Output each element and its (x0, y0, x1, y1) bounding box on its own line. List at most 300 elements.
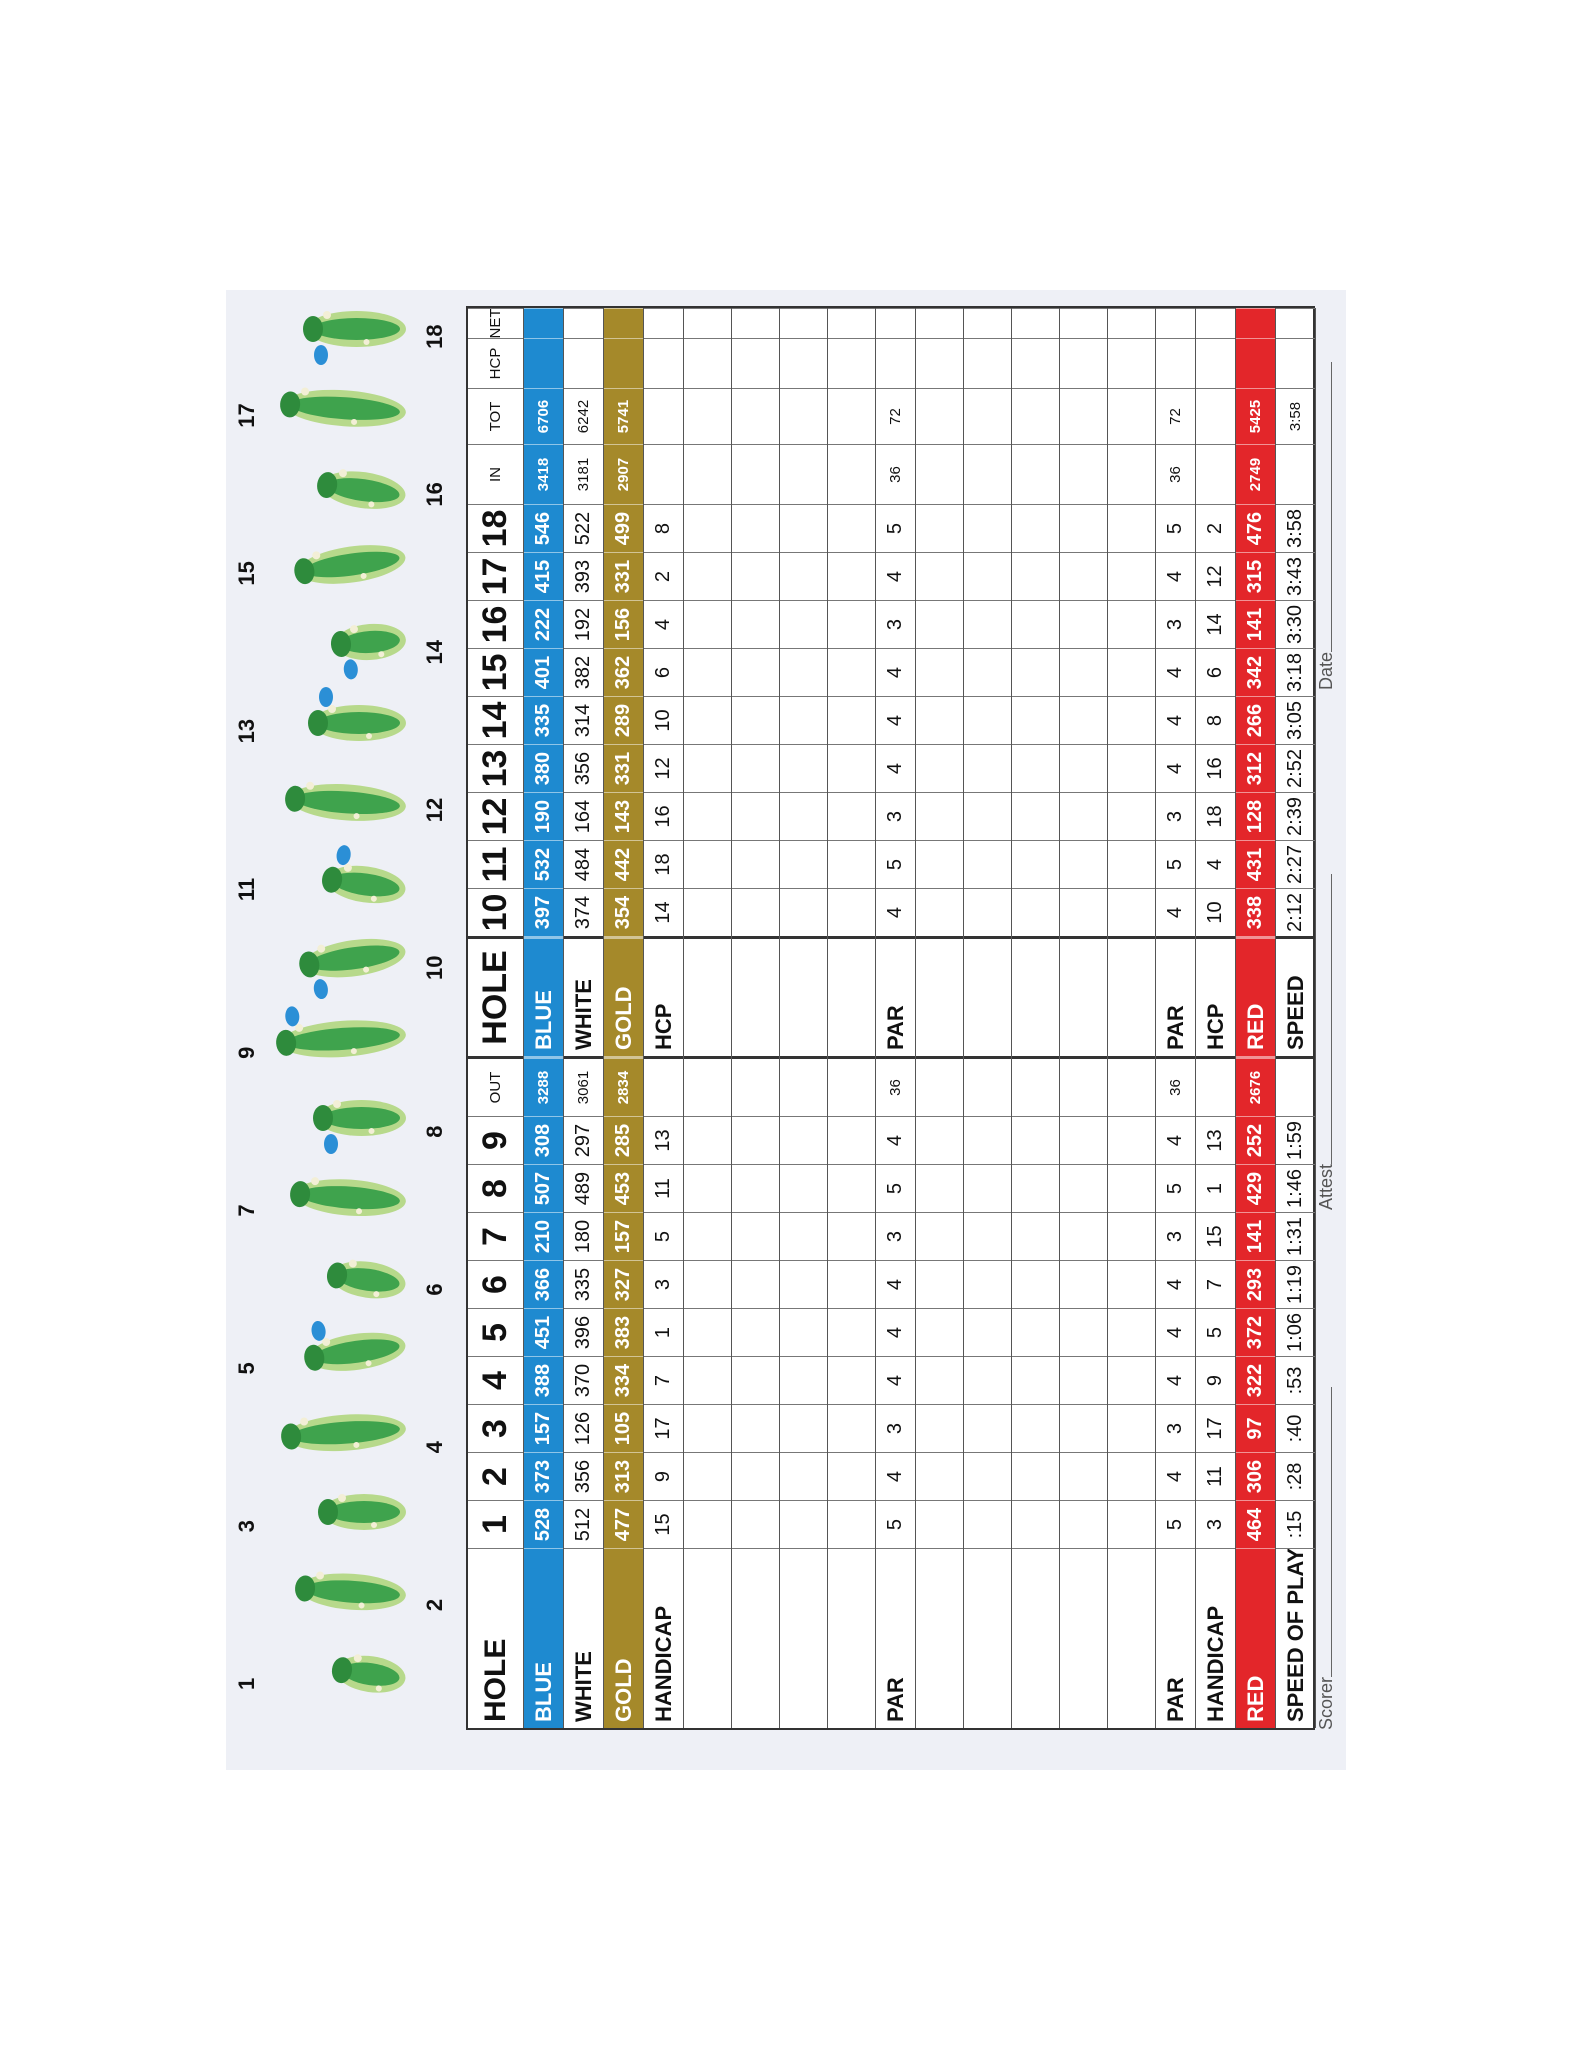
score-input[interactable] (684, 1212, 731, 1260)
score-input[interactable] (732, 1356, 779, 1404)
score-input[interactable] (964, 696, 1011, 744)
hcp-input[interactable] (1276, 338, 1315, 388)
speed-value: 3:05 (1276, 696, 1315, 744)
score-input[interactable] (1012, 504, 1059, 552)
hcp-input[interactable] (1196, 338, 1235, 388)
gold-value: 334 (604, 1356, 643, 1404)
score-input[interactable] (828, 648, 875, 696)
score-input[interactable] (828, 308, 875, 338)
score-input[interactable] (964, 1356, 1011, 1404)
score-input[interactable] (780, 1308, 827, 1356)
score-input[interactable] (964, 936, 1011, 1056)
score-input[interactable] (780, 504, 827, 552)
score-input[interactable] (828, 1116, 875, 1164)
score-input[interactable] (684, 792, 731, 840)
speed-value: 1:06 (1276, 1308, 1315, 1356)
score-input[interactable] (780, 600, 827, 648)
score-input[interactable] (684, 1356, 731, 1404)
score-input[interactable] (1060, 648, 1107, 696)
score-input[interactable] (964, 1056, 1011, 1116)
score-input[interactable] (828, 696, 875, 744)
score-input[interactable] (916, 600, 963, 648)
score-input[interactable] (684, 1404, 731, 1452)
score-input[interactable] (684, 840, 731, 888)
score-input[interactable] (964, 552, 1011, 600)
score-input[interactable] (1108, 388, 1155, 444)
score-input[interactable] (828, 744, 875, 792)
score-input[interactable] (1060, 1260, 1107, 1308)
red-value: 293 (1236, 1260, 1275, 1308)
score-input[interactable] (964, 1500, 1011, 1548)
score-input[interactable] (732, 1404, 779, 1452)
score-input[interactable] (780, 1260, 827, 1308)
score-input[interactable] (1108, 1056, 1155, 1116)
score-input[interactable] (1060, 888, 1107, 936)
score-input[interactable] (732, 444, 779, 504)
score-input[interactable] (684, 696, 731, 744)
row-label: HANDICAP (644, 1548, 683, 1728)
score-input[interactable] (916, 1116, 963, 1164)
score-input[interactable] (1012, 1404, 1059, 1452)
score-input[interactable] (1012, 744, 1059, 792)
score-input[interactable] (1012, 1056, 1059, 1116)
score-input[interactable] (1060, 936, 1107, 1056)
score-input[interactable] (1060, 1116, 1107, 1164)
score-input[interactable] (780, 888, 827, 936)
score-input[interactable] (1012, 936, 1059, 1056)
score-input[interactable] (828, 388, 875, 444)
score-input[interactable] (1012, 388, 1059, 444)
score-input[interactable] (1060, 1452, 1107, 1500)
score-input[interactable] (828, 840, 875, 888)
score-input[interactable] (1012, 1212, 1059, 1260)
grand-total: 5741 (604, 388, 643, 444)
hole-header: HOLE (468, 1548, 523, 1728)
score-input[interactable] (1012, 840, 1059, 888)
hole-diagram-number: 9 (234, 1046, 259, 1059)
score-input[interactable] (916, 444, 963, 504)
score-input[interactable] (684, 338, 731, 388)
score-input[interactable] (1108, 1260, 1155, 1308)
scorer-signature[interactable] (1316, 1387, 1337, 1730)
score-input[interactable] (916, 1260, 963, 1308)
score-input[interactable] (1108, 338, 1155, 388)
player-name-input[interactable] (684, 1548, 731, 1728)
hole-number: 6 (468, 1260, 523, 1308)
score-input[interactable] (964, 338, 1011, 388)
score-input[interactable] (780, 1404, 827, 1452)
score-input[interactable] (1060, 1212, 1107, 1260)
net-input[interactable] (524, 308, 563, 338)
handicap-value: 15 (644, 1500, 683, 1548)
hole-diagram-number: 2 (422, 1598, 447, 1612)
score-input[interactable] (964, 1164, 1011, 1212)
score-input[interactable] (964, 888, 1011, 936)
score-input[interactable] (684, 1116, 731, 1164)
red-value: 266 (1236, 696, 1275, 744)
score-input[interactable] (684, 600, 731, 648)
score-input[interactable] (1060, 1056, 1107, 1116)
score-input[interactable] (1012, 308, 1059, 338)
net-input[interactable] (644, 308, 683, 338)
score-input[interactable] (1108, 936, 1155, 1056)
score-input[interactable] (732, 1308, 779, 1356)
player-name-input[interactable] (916, 1548, 963, 1728)
score-input[interactable] (1108, 444, 1155, 504)
score-input[interactable] (916, 552, 963, 600)
score-input[interactable] (732, 744, 779, 792)
score-input[interactable] (1108, 744, 1155, 792)
hole-diagram-number: 17 (234, 403, 259, 428)
score-input[interactable] (964, 600, 1011, 648)
player-name-input[interactable] (732, 1548, 779, 1728)
score-input[interactable] (916, 1308, 963, 1356)
net-input[interactable] (1196, 308, 1235, 338)
score-input[interactable] (780, 792, 827, 840)
score-input[interactable] (1108, 1452, 1155, 1500)
player-name-input[interactable] (1108, 1548, 1155, 1728)
score-input[interactable] (1012, 1260, 1059, 1308)
score-input[interactable] (1012, 648, 1059, 696)
score-input[interactable] (1060, 1164, 1107, 1212)
score-input[interactable] (1060, 600, 1107, 648)
net-input[interactable] (1276, 308, 1315, 338)
score-input[interactable] (684, 1452, 731, 1500)
score-input[interactable] (732, 1164, 779, 1212)
score-input[interactable] (964, 792, 1011, 840)
score-input[interactable] (828, 936, 875, 1056)
score-input[interactable] (1012, 1116, 1059, 1164)
score-input[interactable] (732, 1452, 779, 1500)
handicap-value: 16 (644, 792, 683, 840)
score-input[interactable] (916, 936, 963, 1056)
score-input[interactable] (964, 444, 1011, 504)
score-input[interactable] (916, 888, 963, 936)
score-input[interactable] (1108, 1356, 1155, 1404)
score-input[interactable] (916, 1452, 963, 1500)
score-input[interactable] (828, 1404, 875, 1452)
net-input[interactable] (564, 308, 603, 338)
score-input[interactable] (916, 308, 963, 338)
score-input[interactable] (964, 1308, 1011, 1356)
score-input[interactable] (684, 1056, 731, 1116)
speed-value: 1:31 (1276, 1212, 1315, 1260)
net-input[interactable] (1156, 308, 1195, 338)
score-input[interactable] (780, 1164, 827, 1212)
score-input[interactable] (780, 1116, 827, 1164)
net-input[interactable] (1236, 308, 1275, 338)
player-name-input[interactable] (964, 1548, 1011, 1728)
in-total: 3418 (524, 444, 563, 504)
score-input[interactable] (684, 1500, 731, 1548)
score-input[interactable] (1108, 888, 1155, 936)
score-input[interactable] (828, 888, 875, 936)
red-value: 429 (1236, 1164, 1275, 1212)
score-input[interactable] (828, 600, 875, 648)
score-input[interactable] (1060, 1356, 1107, 1404)
score-input[interactable] (828, 1308, 875, 1356)
hole-diagram-number: 8 (422, 1125, 447, 1138)
white-value: 356 (564, 1452, 603, 1500)
score-input[interactable] (684, 388, 731, 444)
out-total[interactable] (1276, 1056, 1315, 1116)
score-input[interactable] (1108, 552, 1155, 600)
score-input[interactable] (780, 1212, 827, 1260)
score-input[interactable] (732, 388, 779, 444)
score-input[interactable] (732, 552, 779, 600)
blue-value: 373 (524, 1452, 563, 1500)
score-input[interactable] (732, 936, 779, 1056)
in-total: 36 (876, 444, 915, 504)
score-input[interactable] (916, 1500, 963, 1548)
score-input[interactable] (780, 388, 827, 444)
score-input[interactable] (732, 648, 779, 696)
score-input[interactable] (780, 696, 827, 744)
hcp-input[interactable] (1236, 338, 1275, 388)
hcp-input[interactable] (604, 338, 643, 388)
score-input[interactable] (964, 648, 1011, 696)
hole-number: 1 (468, 1500, 523, 1548)
score-input[interactable] (1108, 1116, 1155, 1164)
hole-number: 16 (468, 600, 523, 648)
score-input[interactable] (1060, 388, 1107, 444)
player-name-input[interactable] (1012, 1548, 1059, 1728)
score-input[interactable] (780, 552, 827, 600)
score-input[interactable] (780, 840, 827, 888)
score-input[interactable] (1060, 338, 1107, 388)
score-input[interactable] (684, 1308, 731, 1356)
score-input[interactable] (732, 888, 779, 936)
score-input[interactable] (732, 1116, 779, 1164)
score-input[interactable] (964, 840, 1011, 888)
score-input[interactable] (684, 504, 731, 552)
back-row-label: PAR (1156, 936, 1195, 1056)
score-input[interactable] (916, 1164, 963, 1212)
score-input[interactable] (964, 504, 1011, 552)
score-input[interactable] (780, 1056, 827, 1116)
score-input[interactable] (732, 308, 779, 338)
attest-signature[interactable] (1316, 874, 1337, 1210)
score-input[interactable] (684, 1260, 731, 1308)
score-input[interactable] (732, 504, 779, 552)
hole-number: 12 (468, 792, 523, 840)
score-input[interactable] (732, 792, 779, 840)
score-input[interactable] (916, 504, 963, 552)
in-total: 2749 (1236, 444, 1275, 504)
score-input[interactable] (732, 600, 779, 648)
score-input[interactable] (916, 1212, 963, 1260)
hcp-input[interactable] (1156, 338, 1195, 388)
table-row-red (1236, 308, 1276, 1728)
score-input[interactable] (684, 744, 731, 792)
par2-value: 3 (1156, 600, 1195, 648)
score-input[interactable] (916, 1404, 963, 1452)
score-input[interactable] (828, 1356, 875, 1404)
score-input[interactable] (828, 1260, 875, 1308)
handicap-value: 5 (644, 1212, 683, 1260)
hcp-input[interactable] (876, 338, 915, 388)
score-input[interactable] (1108, 600, 1155, 648)
score-input[interactable] (828, 792, 875, 840)
in-total[interactable] (1276, 444, 1315, 504)
score-input[interactable] (1108, 504, 1155, 552)
score-input[interactable] (780, 1500, 827, 1548)
score-input[interactable] (1108, 308, 1155, 338)
score-input[interactable] (1060, 1404, 1107, 1452)
score-input[interactable] (1108, 696, 1155, 744)
score-input[interactable] (732, 1212, 779, 1260)
white-value: 356 (564, 744, 603, 792)
out-total[interactable] (1196, 1056, 1235, 1116)
score-input[interactable] (828, 1500, 875, 1548)
score-input[interactable] (964, 1260, 1011, 1308)
score-input[interactable] (828, 1164, 875, 1212)
score-input[interactable] (1060, 552, 1107, 600)
score-input[interactable] (780, 1452, 827, 1500)
score-input[interactable] (828, 444, 875, 504)
score-input[interactable] (916, 1056, 963, 1116)
score-input[interactable] (732, 1056, 779, 1116)
score-input[interactable] (684, 648, 731, 696)
score-input[interactable] (684, 308, 731, 338)
in-total[interactable] (1196, 444, 1235, 504)
score-input[interactable] (916, 338, 963, 388)
hole-number: 2 (468, 1452, 523, 1500)
score-input[interactable] (1012, 1452, 1059, 1500)
score-input[interactable] (1012, 888, 1059, 936)
score-input[interactable] (828, 1452, 875, 1500)
hole-number: 4 (468, 1356, 523, 1404)
score-input[interactable] (732, 840, 779, 888)
grand-total[interactable] (1196, 388, 1235, 444)
score-input[interactable] (1012, 1500, 1059, 1548)
score-input[interactable] (780, 936, 827, 1056)
player-name-input[interactable] (1060, 1548, 1107, 1728)
score-input[interactable] (1060, 1500, 1107, 1548)
score-input[interactable] (964, 1452, 1011, 1500)
score-input[interactable] (732, 696, 779, 744)
score-input[interactable] (1060, 1308, 1107, 1356)
hcp-input[interactable] (564, 338, 603, 388)
score-input[interactable] (828, 338, 875, 388)
score-input[interactable] (1060, 444, 1107, 504)
tot-header: TOT (468, 388, 523, 444)
score-input[interactable] (1060, 744, 1107, 792)
player-name-input[interactable] (828, 1548, 875, 1728)
score-input[interactable] (732, 338, 779, 388)
score-input[interactable] (1060, 504, 1107, 552)
blue-value: 528 (524, 1500, 563, 1548)
score-input[interactable] (684, 1164, 731, 1212)
score-input[interactable] (1108, 840, 1155, 888)
score-input[interactable] (732, 1500, 779, 1548)
score-input[interactable] (1108, 1404, 1155, 1452)
white-value: 484 (564, 840, 603, 888)
score-input[interactable] (780, 444, 827, 504)
hole-diagram-18 (266, 259, 416, 399)
score-input[interactable] (1108, 1308, 1155, 1356)
score-input[interactable] (828, 1212, 875, 1260)
score-input[interactable] (780, 1356, 827, 1404)
score-input[interactable] (916, 648, 963, 696)
score-input[interactable] (684, 888, 731, 936)
score-input[interactable] (964, 1212, 1011, 1260)
score-input[interactable] (780, 744, 827, 792)
score-input[interactable] (964, 1404, 1011, 1452)
score-input[interactable] (916, 744, 963, 792)
score-input[interactable] (1012, 1164, 1059, 1212)
speed-value: 3:18 (1276, 648, 1315, 696)
score-input[interactable] (780, 648, 827, 696)
out-total[interactable] (644, 1056, 683, 1116)
score-input[interactable] (916, 840, 963, 888)
hcp-input[interactable] (644, 338, 683, 388)
white-value: 396 (564, 1308, 603, 1356)
score-input[interactable] (1012, 444, 1059, 504)
par2-value: 4 (1156, 1116, 1195, 1164)
back-row-label: HCP (1196, 936, 1235, 1056)
score-input[interactable] (1108, 792, 1155, 840)
net-input[interactable] (876, 308, 915, 338)
score-input[interactable] (964, 1116, 1011, 1164)
score-input[interactable] (1108, 1500, 1155, 1548)
score-input[interactable] (1060, 840, 1107, 888)
score-input[interactable] (916, 696, 963, 744)
par-value: 4 (876, 1308, 915, 1356)
score-input[interactable] (1012, 696, 1059, 744)
score-input[interactable] (1060, 308, 1107, 338)
score-input[interactable] (732, 1260, 779, 1308)
gold-value: 362 (604, 648, 643, 696)
score-input[interactable] (1012, 1308, 1059, 1356)
score-input[interactable] (828, 504, 875, 552)
in-total[interactable] (644, 444, 683, 504)
score-input[interactable] (828, 552, 875, 600)
score-input[interactable] (916, 1356, 963, 1404)
score-input[interactable] (964, 308, 1011, 338)
score-input[interactable] (1060, 696, 1107, 744)
score-input[interactable] (964, 744, 1011, 792)
speed-value: :15 (1276, 1500, 1315, 1548)
grand-total[interactable] (644, 388, 683, 444)
table-row-blank6 (964, 308, 1012, 1728)
score-input[interactable] (1060, 792, 1107, 840)
score-input[interactable] (684, 444, 731, 504)
score-input[interactable] (916, 792, 963, 840)
score-input[interactable] (684, 936, 731, 1056)
score-input[interactable] (916, 388, 963, 444)
score-input[interactable] (1012, 1356, 1059, 1404)
score-input[interactable] (1108, 648, 1155, 696)
score-input[interactable] (964, 388, 1011, 444)
score-input[interactable] (684, 552, 731, 600)
score-input[interactable] (1012, 792, 1059, 840)
net-input[interactable] (604, 308, 643, 338)
score-input[interactable] (1012, 338, 1059, 388)
score-input[interactable] (780, 308, 827, 338)
hcp-input[interactable] (524, 338, 563, 388)
score-input[interactable] (1012, 552, 1059, 600)
score-input[interactable] (1012, 600, 1059, 648)
score-input[interactable] (1108, 1164, 1155, 1212)
player-name-input[interactable] (780, 1548, 827, 1728)
red-value: 322 (1236, 1356, 1275, 1404)
back-row-label: BLUE (524, 936, 563, 1056)
score-input[interactable] (780, 338, 827, 388)
score-input[interactable] (828, 1056, 875, 1116)
date-field[interactable] (1316, 362, 1337, 690)
score-input[interactable] (1108, 1212, 1155, 1260)
